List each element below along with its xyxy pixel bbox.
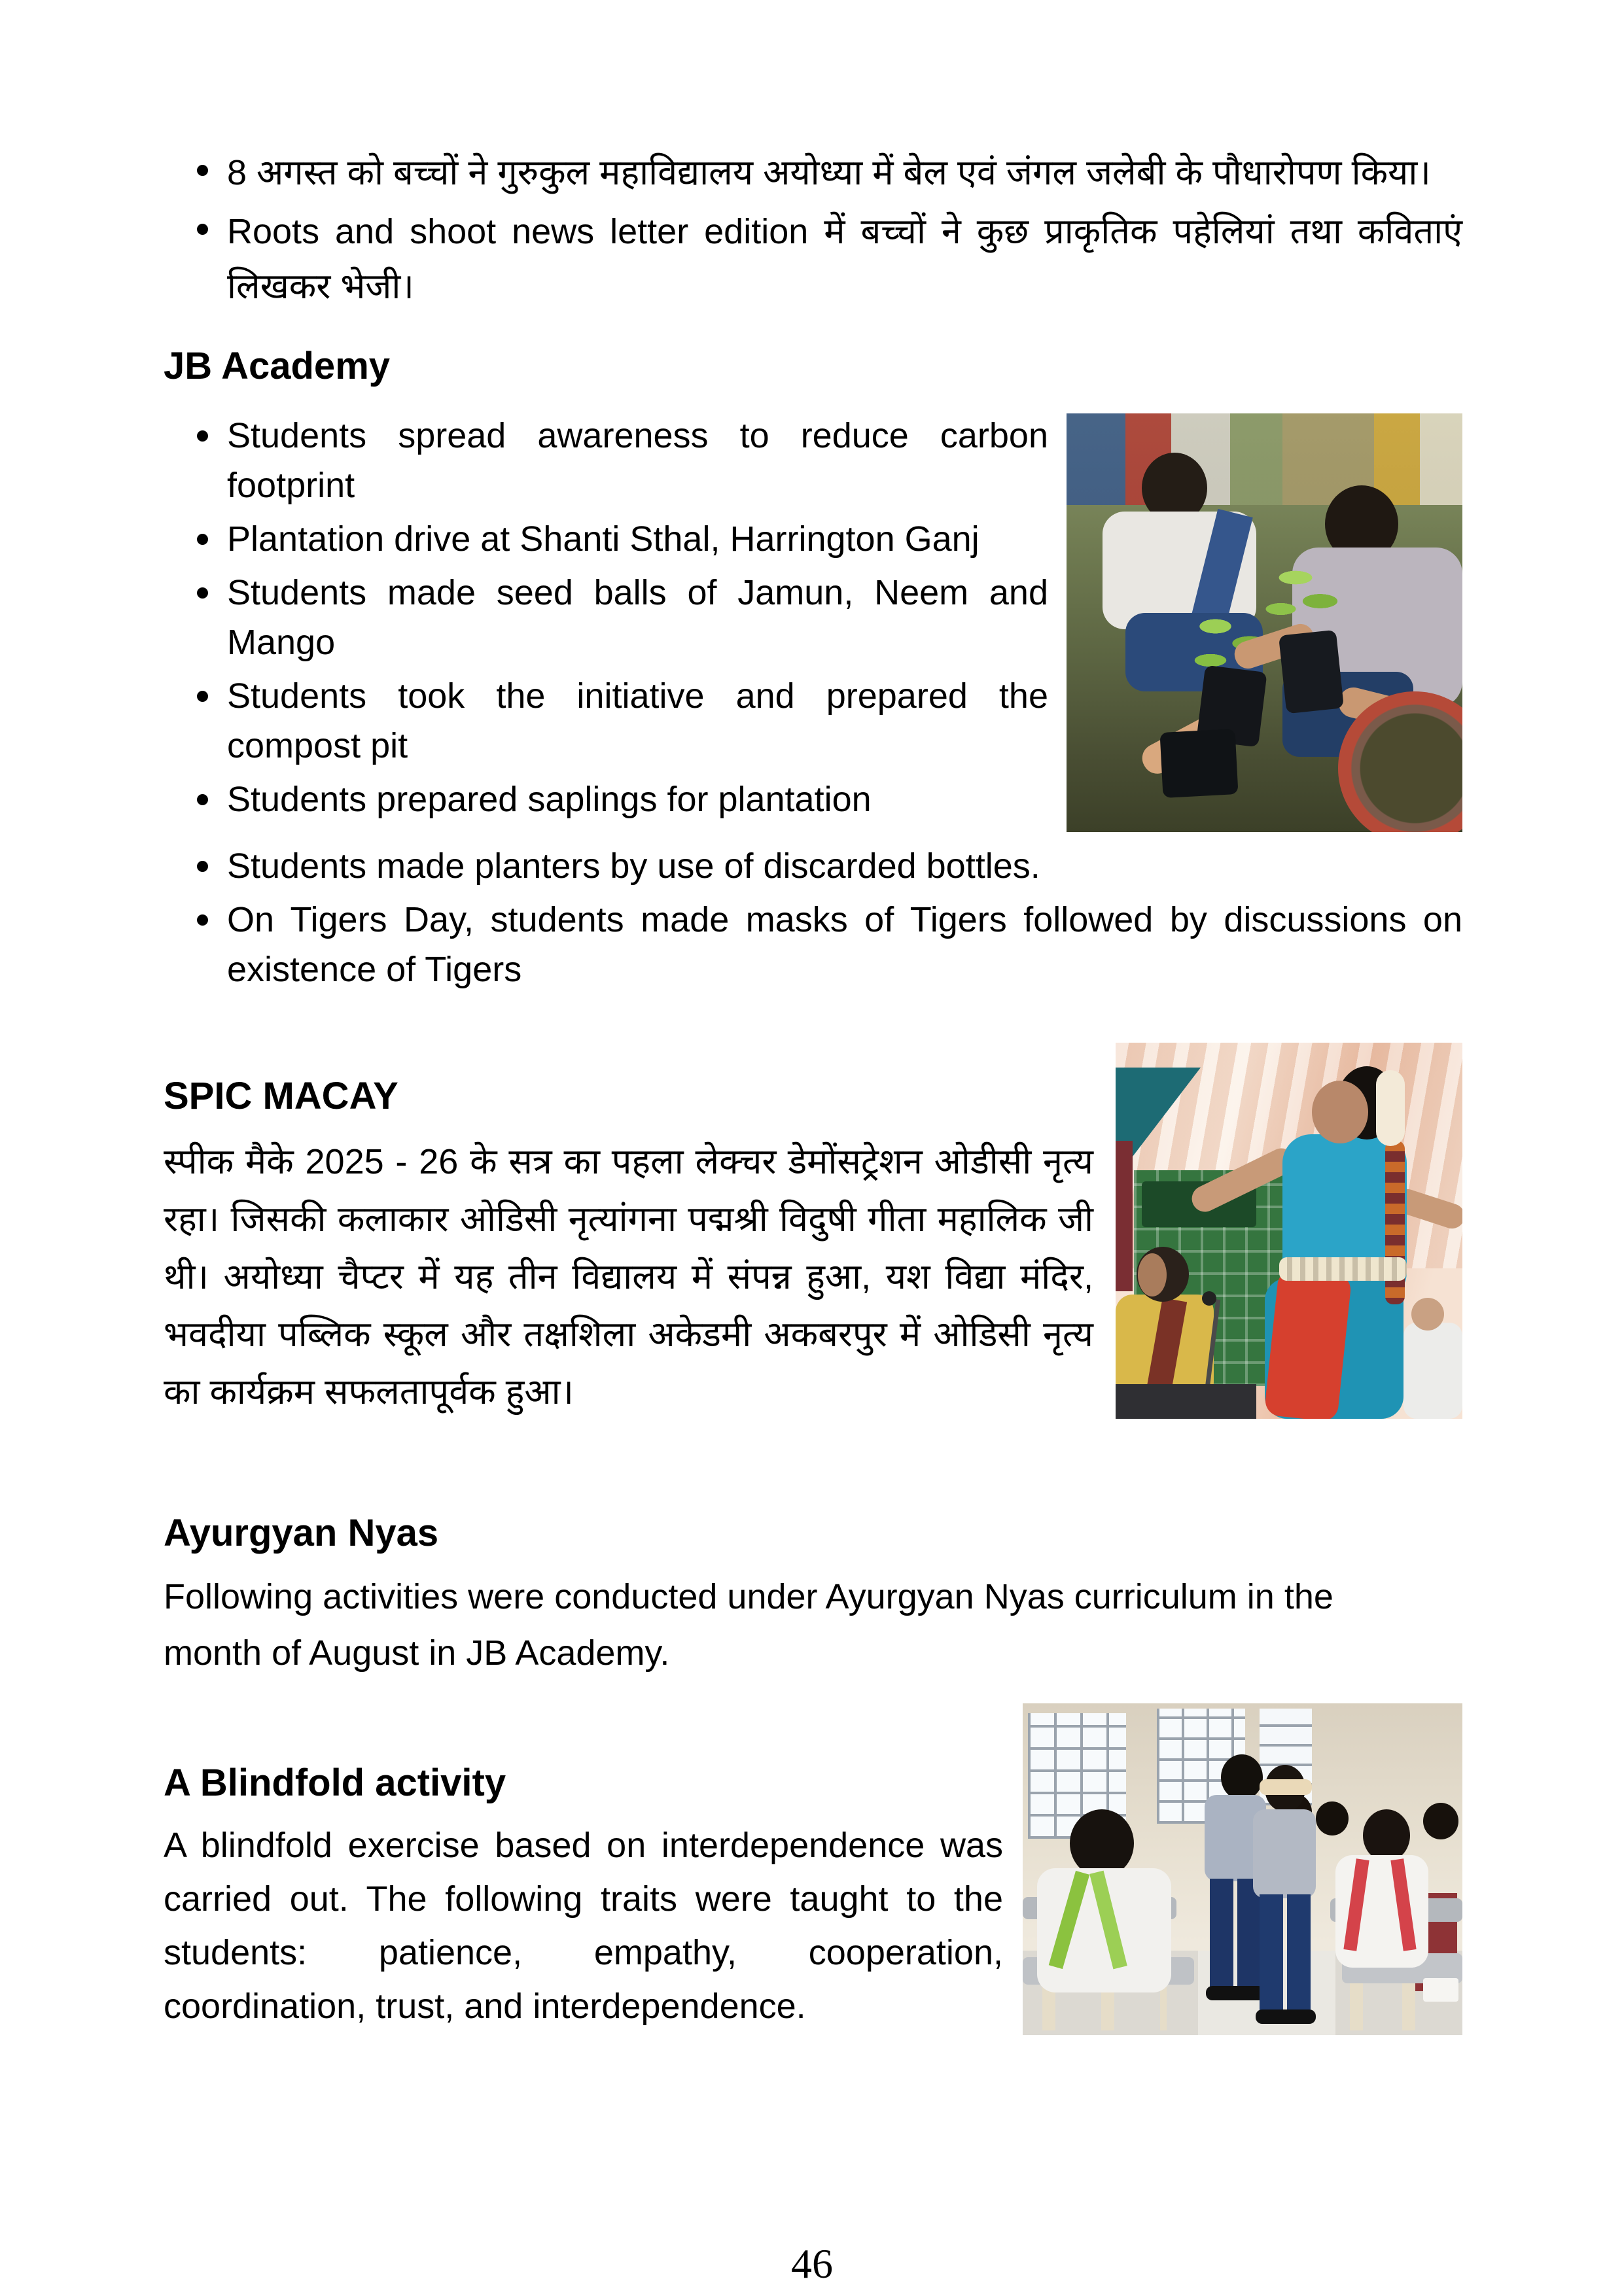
white-headdress [1376, 1070, 1405, 1146]
harmonium [1116, 1384, 1256, 1419]
list-item: On Tigers Day, students made masks of Tigers followed by discussions on existence of Tigers [227, 895, 1462, 994]
seated-person [1403, 1323, 1462, 1419]
list-item: Students made planters by use of discarded bottles. [227, 841, 1462, 891]
spic-macay-paragraph: स्पीक मैके 2025 - 26 के सत्र का पहला लेक्चर डेमोंसट्रेशन ओडीसी नृत्य रहा। जिसकी कलाकार ओडिसी नृत्यांगना पद्मश्री विदुषी गीता महालिक जी थी। अयोध्या चैप्टर में यह तीन विद्यालय में संपन्न हुआ, यश विद्या मंदिर, भवदीया पब्लिक स्कूल और तक्षशिला अकेडमी अकबरपुर में ओडिसी नृत्य का कार्यक्रम सफलतापूर्वक हुआ। [164, 1142, 1094, 1412]
blindfold-paragraph: A blindfold exercise based on interdependence was carried out. The following traits were taught to the students: patience, empathy, cooperation, coordination, trust, and interdependence. [164, 1826, 1003, 2026]
musician-face [1138, 1253, 1167, 1296]
odissi-dance-photo [1116, 1043, 1462, 1419]
student-shoes [1206, 1986, 1265, 2000]
student-shoes [1256, 2009, 1316, 2024]
section-heading-jb-academy: JB Academy [164, 345, 391, 387]
seated-student-head [1423, 1803, 1458, 1839]
ayurgyan-paragraph: Following activities were conducted under Ayurgyan Nyas curriculum in the month of August in JB Academy. [164, 1577, 1333, 1673]
microphone [1202, 1291, 1216, 1306]
list-item: Students spread awareness to reduce carbon footprint [227, 411, 1462, 510]
student-trouser-leg [1287, 1894, 1311, 2011]
list-item: Roots and shoot news letter edition में बच्चों ने कुछ प्राकृतिक पहेलियां तथा कविताएं लिखकर भेजी। [227, 204, 1462, 314]
seated-student-head [1316, 1801, 1349, 1835]
page-number: 46 [791, 2240, 833, 2287]
guiding-student-head [1221, 1754, 1263, 1800]
jb-academy-bullet-list [164, 411, 1462, 994]
spic-macay-section [164, 1074, 1462, 1421]
list-item: Students made seed balls of Jamun, Neem and Mango [227, 568, 1462, 667]
pillar [1116, 1141, 1133, 1291]
list-item: 8 अगस्त को बच्चों ने गुरुकुल महाविद्यालय अयोध्या में बेल एवं जंगल जलेबी के पौधारोपण किया। [227, 145, 1462, 200]
red-sash [1264, 1268, 1352, 1419]
classroom-blindfold-photo [1023, 1703, 1462, 2035]
ayurgyan-section [164, 1511, 1462, 1681]
blindfolded-student-shirt [1253, 1809, 1316, 1898]
silver-belt [1279, 1257, 1407, 1281]
seated-student-head [1363, 1809, 1410, 1862]
seated-student-head [1070, 1809, 1134, 1877]
seated-person-head [1411, 1298, 1444, 1331]
list-item: Students took the initiative and prepared the compost pit [227, 671, 1462, 771]
student-trouser-leg [1260, 1894, 1283, 2011]
student-trouser-leg [1210, 1879, 1233, 1989]
list-item: Students prepared saplings for plantation [227, 774, 1462, 824]
blindfold-section [164, 1761, 1462, 2033]
section-heading-spic-macay: SPIC MACAY [164, 1075, 398, 1117]
intro-bullet-list [164, 145, 1462, 314]
paper-stack [1423, 1978, 1458, 2002]
list-item: Plantation drive at Shanti Sthal, Harrington Ganj [227, 514, 1462, 564]
jb-academy-section [164, 411, 1462, 994]
dancer-head [1312, 1081, 1368, 1143]
section-heading-blindfold: A Blindfold activity [164, 1762, 506, 1804]
section-heading-ayurgyan: Ayurgyan Nyas [164, 1512, 439, 1554]
blindfold-band [1260, 1779, 1312, 1795]
